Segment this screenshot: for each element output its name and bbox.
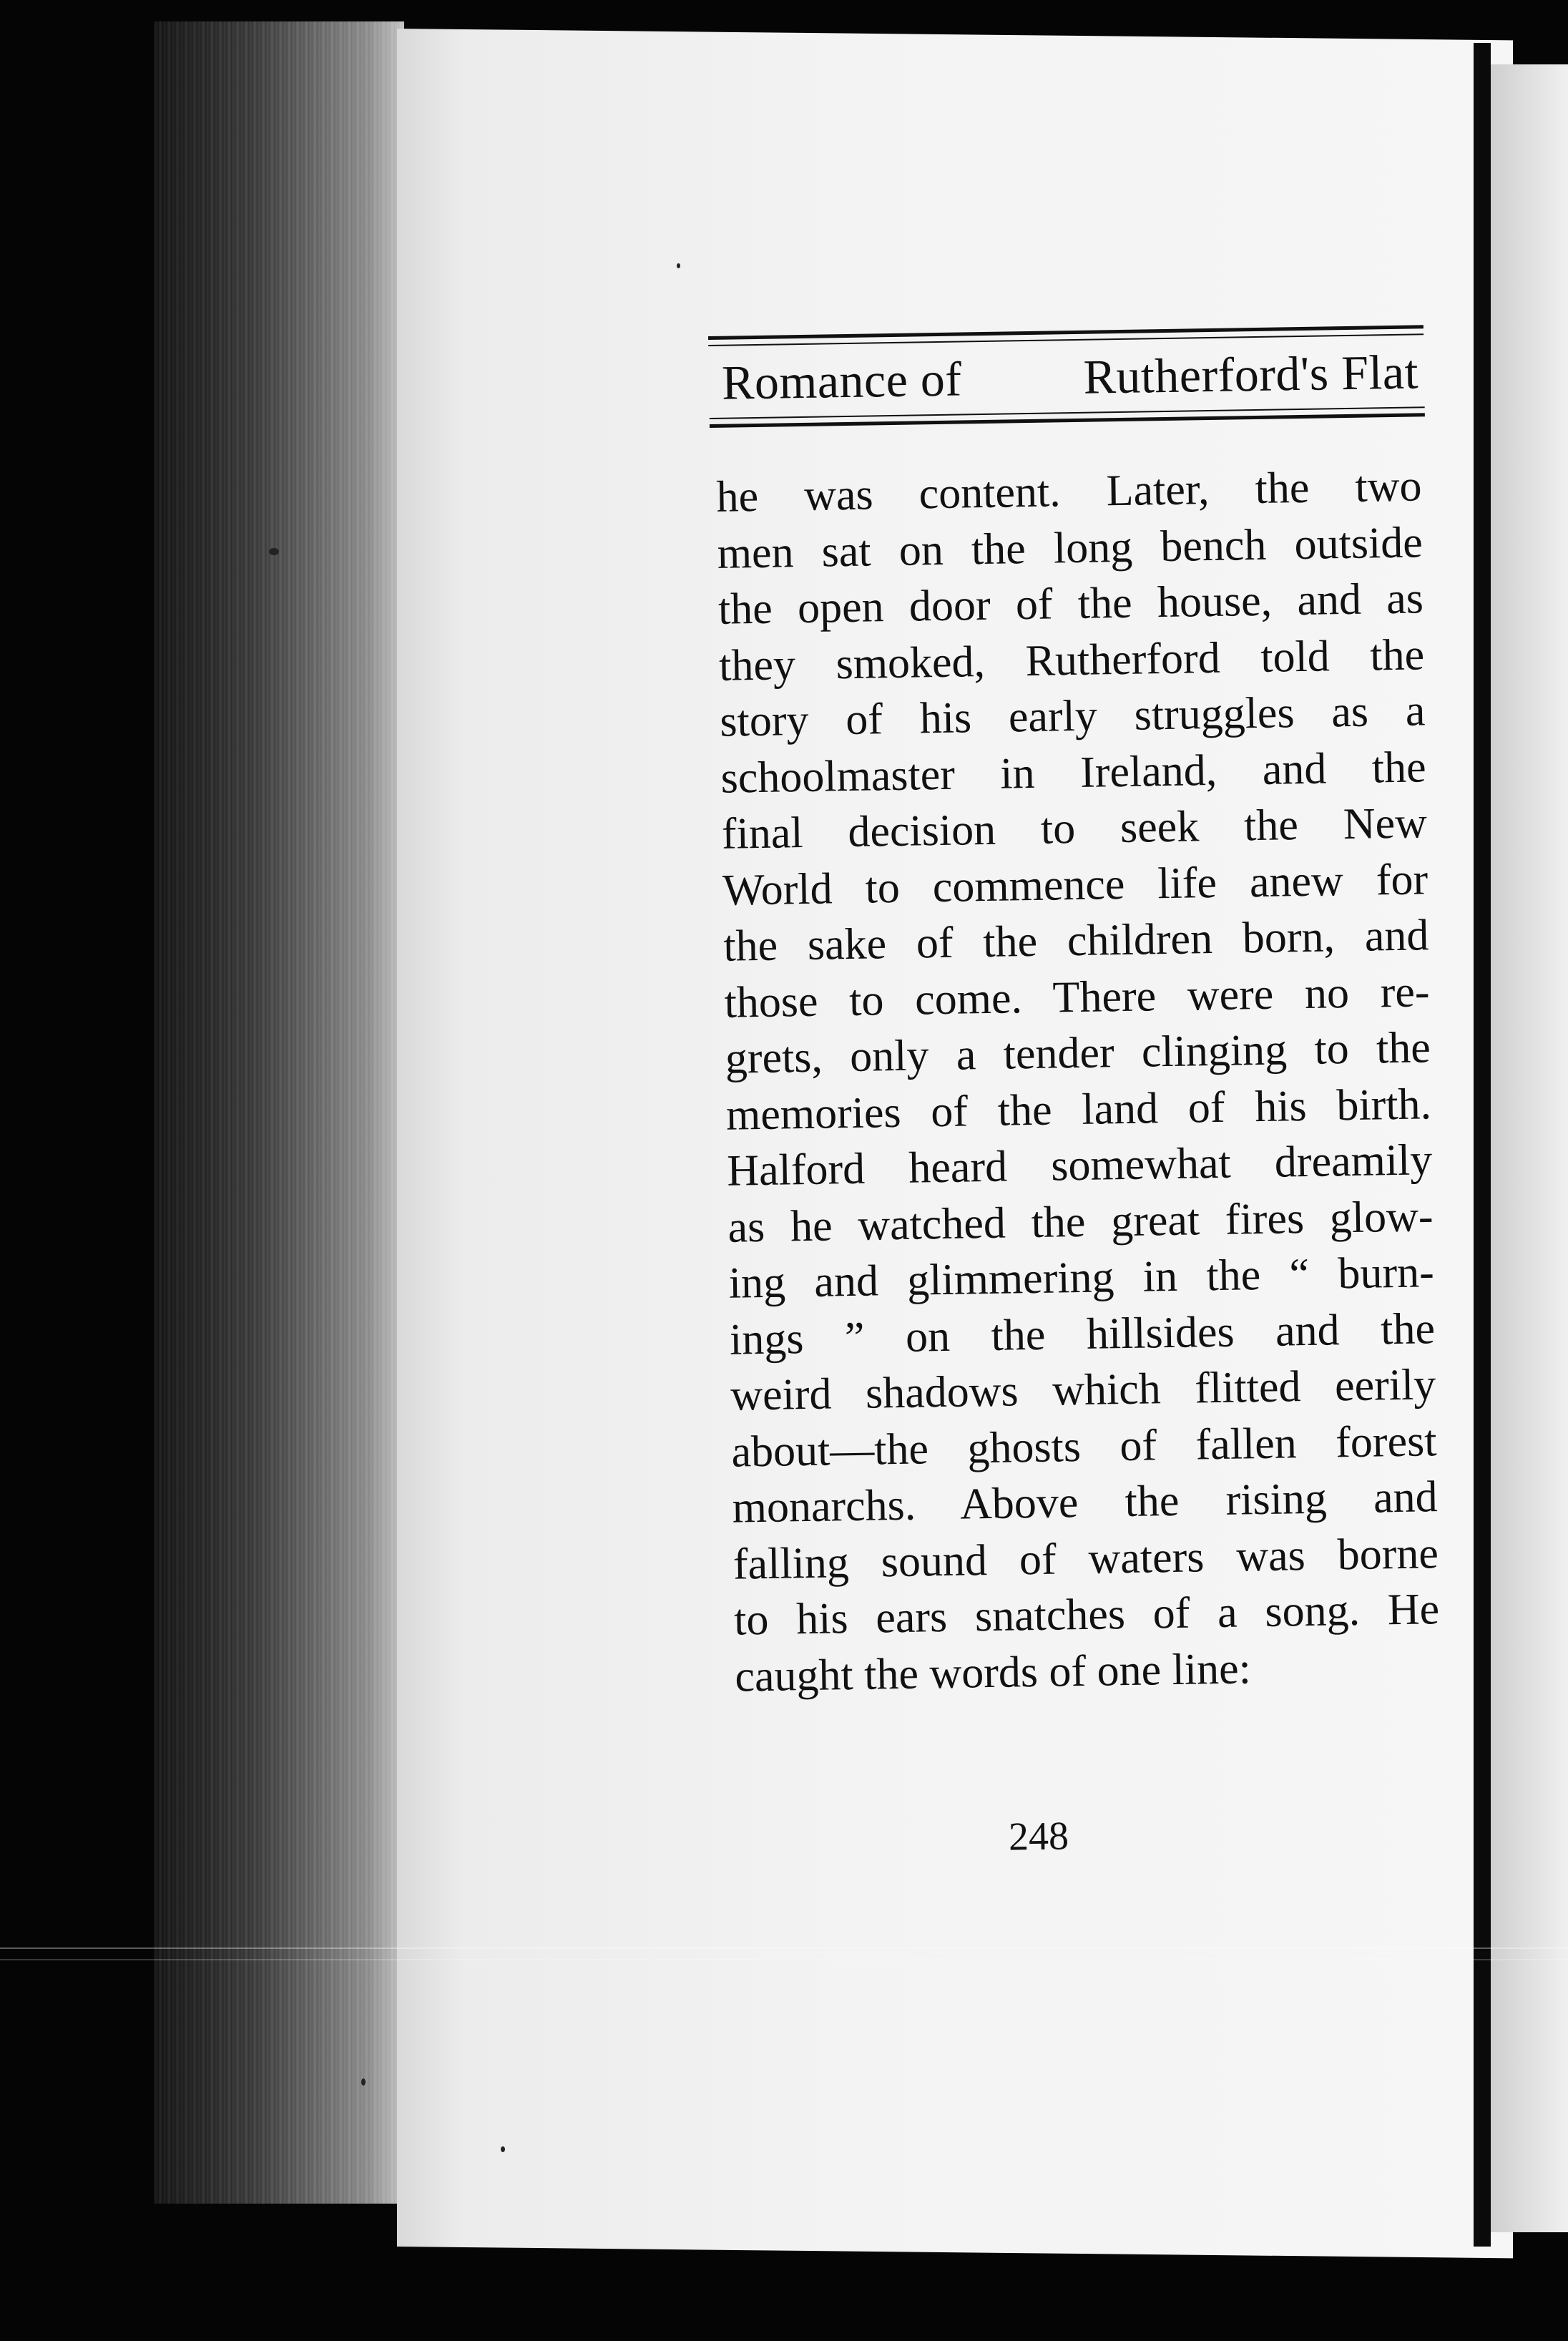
body-line: story of his early struggles as a: [719, 686, 1426, 746]
body-line: they smoked, Rutherford told the: [718, 630, 1425, 690]
dust-speck: [269, 548, 279, 555]
body-line: he was content. Later, the two: [715, 461, 1422, 522]
page-number: 248: [1008, 1814, 1069, 1859]
body-line: final decision to seek the New: [721, 798, 1428, 859]
body-line: World to commence life anew for: [722, 854, 1429, 915]
scan-artifact-line: [0, 1947, 1568, 1949]
body-line: those to come. There were no re-: [724, 967, 1431, 1027]
body-line: the open door of the house, and as: [717, 574, 1424, 634]
dust-speck: [501, 2146, 505, 2152]
dust-speck: [361, 2078, 366, 2086]
body-line: about—the ghosts of fallen forest: [730, 1416, 1437, 1477]
body-line: grets, only a tender clinging to the: [725, 1023, 1431, 1083]
running-head-right: Rutherford's Flat: [1082, 344, 1419, 404]
scan-artifact-line: [0, 1959, 1568, 1960]
body-text: [710, 458, 1445, 1704]
body-line: caught the words of one line:: [734, 1643, 1252, 1701]
body-line: schoolmaster in Ireland, and the: [720, 742, 1427, 803]
adjacent-page-edge: [1491, 64, 1568, 2232]
dust-speck: [677, 263, 680, 268]
body-line: Halford heard somewhat dreamily: [726, 1135, 1433, 1196]
body-line: as he watched the great fires glow-: [727, 1191, 1434, 1252]
body-line: falling sound of waters was borne: [732, 1528, 1439, 1589]
page-gutter-shadow: [1474, 43, 1491, 2247]
running-head: [708, 335, 1424, 418]
body-line: weird shadows which flitted eerily: [730, 1360, 1436, 1420]
page-block-edges: [154, 21, 404, 2204]
body-line: monarchs. Above the rising and: [732, 1472, 1439, 1533]
body-line: ing and glimmering in the “ burn-: [728, 1248, 1435, 1308]
page-content: [708, 325, 1445, 1704]
body-line: memories of the land of his birth.: [725, 1079, 1432, 1140]
body-line: the sake of the children born, and: [722, 911, 1429, 971]
body-line: to his ears snatches of a song. He: [733, 1585, 1440, 1645]
running-head-left: Romance of: [721, 351, 963, 410]
body-line: men sat on the long bench outside: [717, 517, 1424, 578]
body-line: ings ” on the hillsides and the: [729, 1304, 1436, 1364]
